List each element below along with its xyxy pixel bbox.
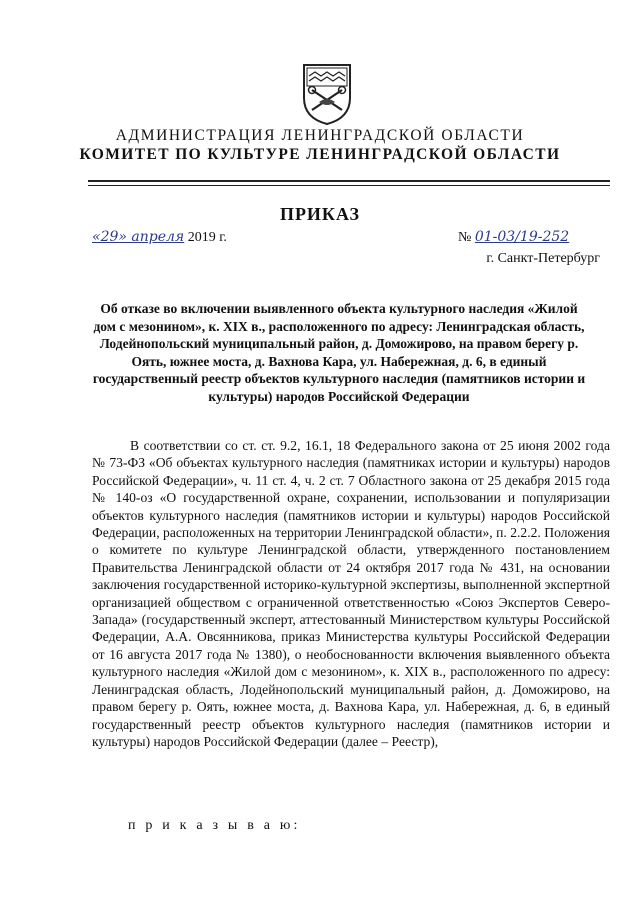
body-paragraph: В соответствии со ст. ст. 9.2, 16.1, 18 Федерального закона от 25 июня 2002 года № 73-ФЗ «Об объектах культурного наследия (памятниках истории и культуры) народов Российской Федерации», ч. 11 ст. 4, ч. 2 ст. 7 Областного закона от 25 декабря 2015 года № 140-оз «О государственной охране, сохранении, использовании и популяризации объектов культурного наследия (памятников истории и культуры) народов Российской Федерации, расположенных на территории Ленинградской области», п. 2.2.2. Положения о комитете по культуре Ленинградской области, утвержденного постановлением Правительства Ленинградской области от 24 октября 2017 года № 431, на основании заключения государственной историко-культурной экспертизы, выполненной экспертной организацией обществом с ограниченной ответственностью «Союз Экспертов Северо-Запада» (государственный эксперт, аттестованный Министерством культуры Российской Федерации, А.А. Овсянникова, приказ Министерства культуры Российской Федерации от 16 августа 2017 года № 1380), о необоснованности включения выявленного объекта культурного наследия «Жилой дом с мезонином», к. XIX в., расположенного по адресу: Ленинградская область, Лодейнопольский муниципальный район, д. Доможирово, на правом берегу р. Оять, южнее моста, д. Вахнова Кара, ул. Набережная, д. 6, в единый государственный реестр объектов культурного наследия (памятников истории и культуры) народов Российской Федерации (далее – Реестр), xyxy=(92,438,610,749)
document-title: ПРИКАЗ xyxy=(279,204,361,224)
organization-name: АДМИНИСТРАЦИЯ ЛЕНИНГРАДСКОЙ ОБЛАСТИ xyxy=(115,127,525,144)
order-word: п р и к а з ы в а ю: xyxy=(128,818,301,833)
header-divider-thin xyxy=(88,185,610,186)
handwritten-number: 01-03/19-252 xyxy=(474,229,570,245)
committee-name: КОМИТЕТ ПО КУЛЬТУРЕ ЛЕНИНГРАДСКОЙ ОБЛАСТИ xyxy=(79,146,561,163)
document-date xyxy=(92,229,227,246)
document-subject: Об отказе во включении выявленного объекта культурного наследия «Жилой дом с мезонином», к. XIX в., расположенного по адресу: Ленинградская область, Лодейнопольский муниципальный район, д. Доможирово, на правом берегу р. Оять, южнее моста, д. Вахнова Кара, ул. Набережная, д. 6, в единый государственный реестр объектов культурного наследия (памятников истории и культуры) народов Российской Федерации xyxy=(92,301,586,404)
number-prefix: № xyxy=(458,230,475,245)
handwritten-date: «29» апреля xyxy=(92,229,185,245)
header-divider-thick xyxy=(88,180,610,182)
document-number xyxy=(458,229,569,246)
date-year: 2019 г. xyxy=(184,230,227,245)
coat-of-arms-emblem xyxy=(301,62,353,126)
document-city: г. Санкт-Петербург xyxy=(486,251,600,266)
